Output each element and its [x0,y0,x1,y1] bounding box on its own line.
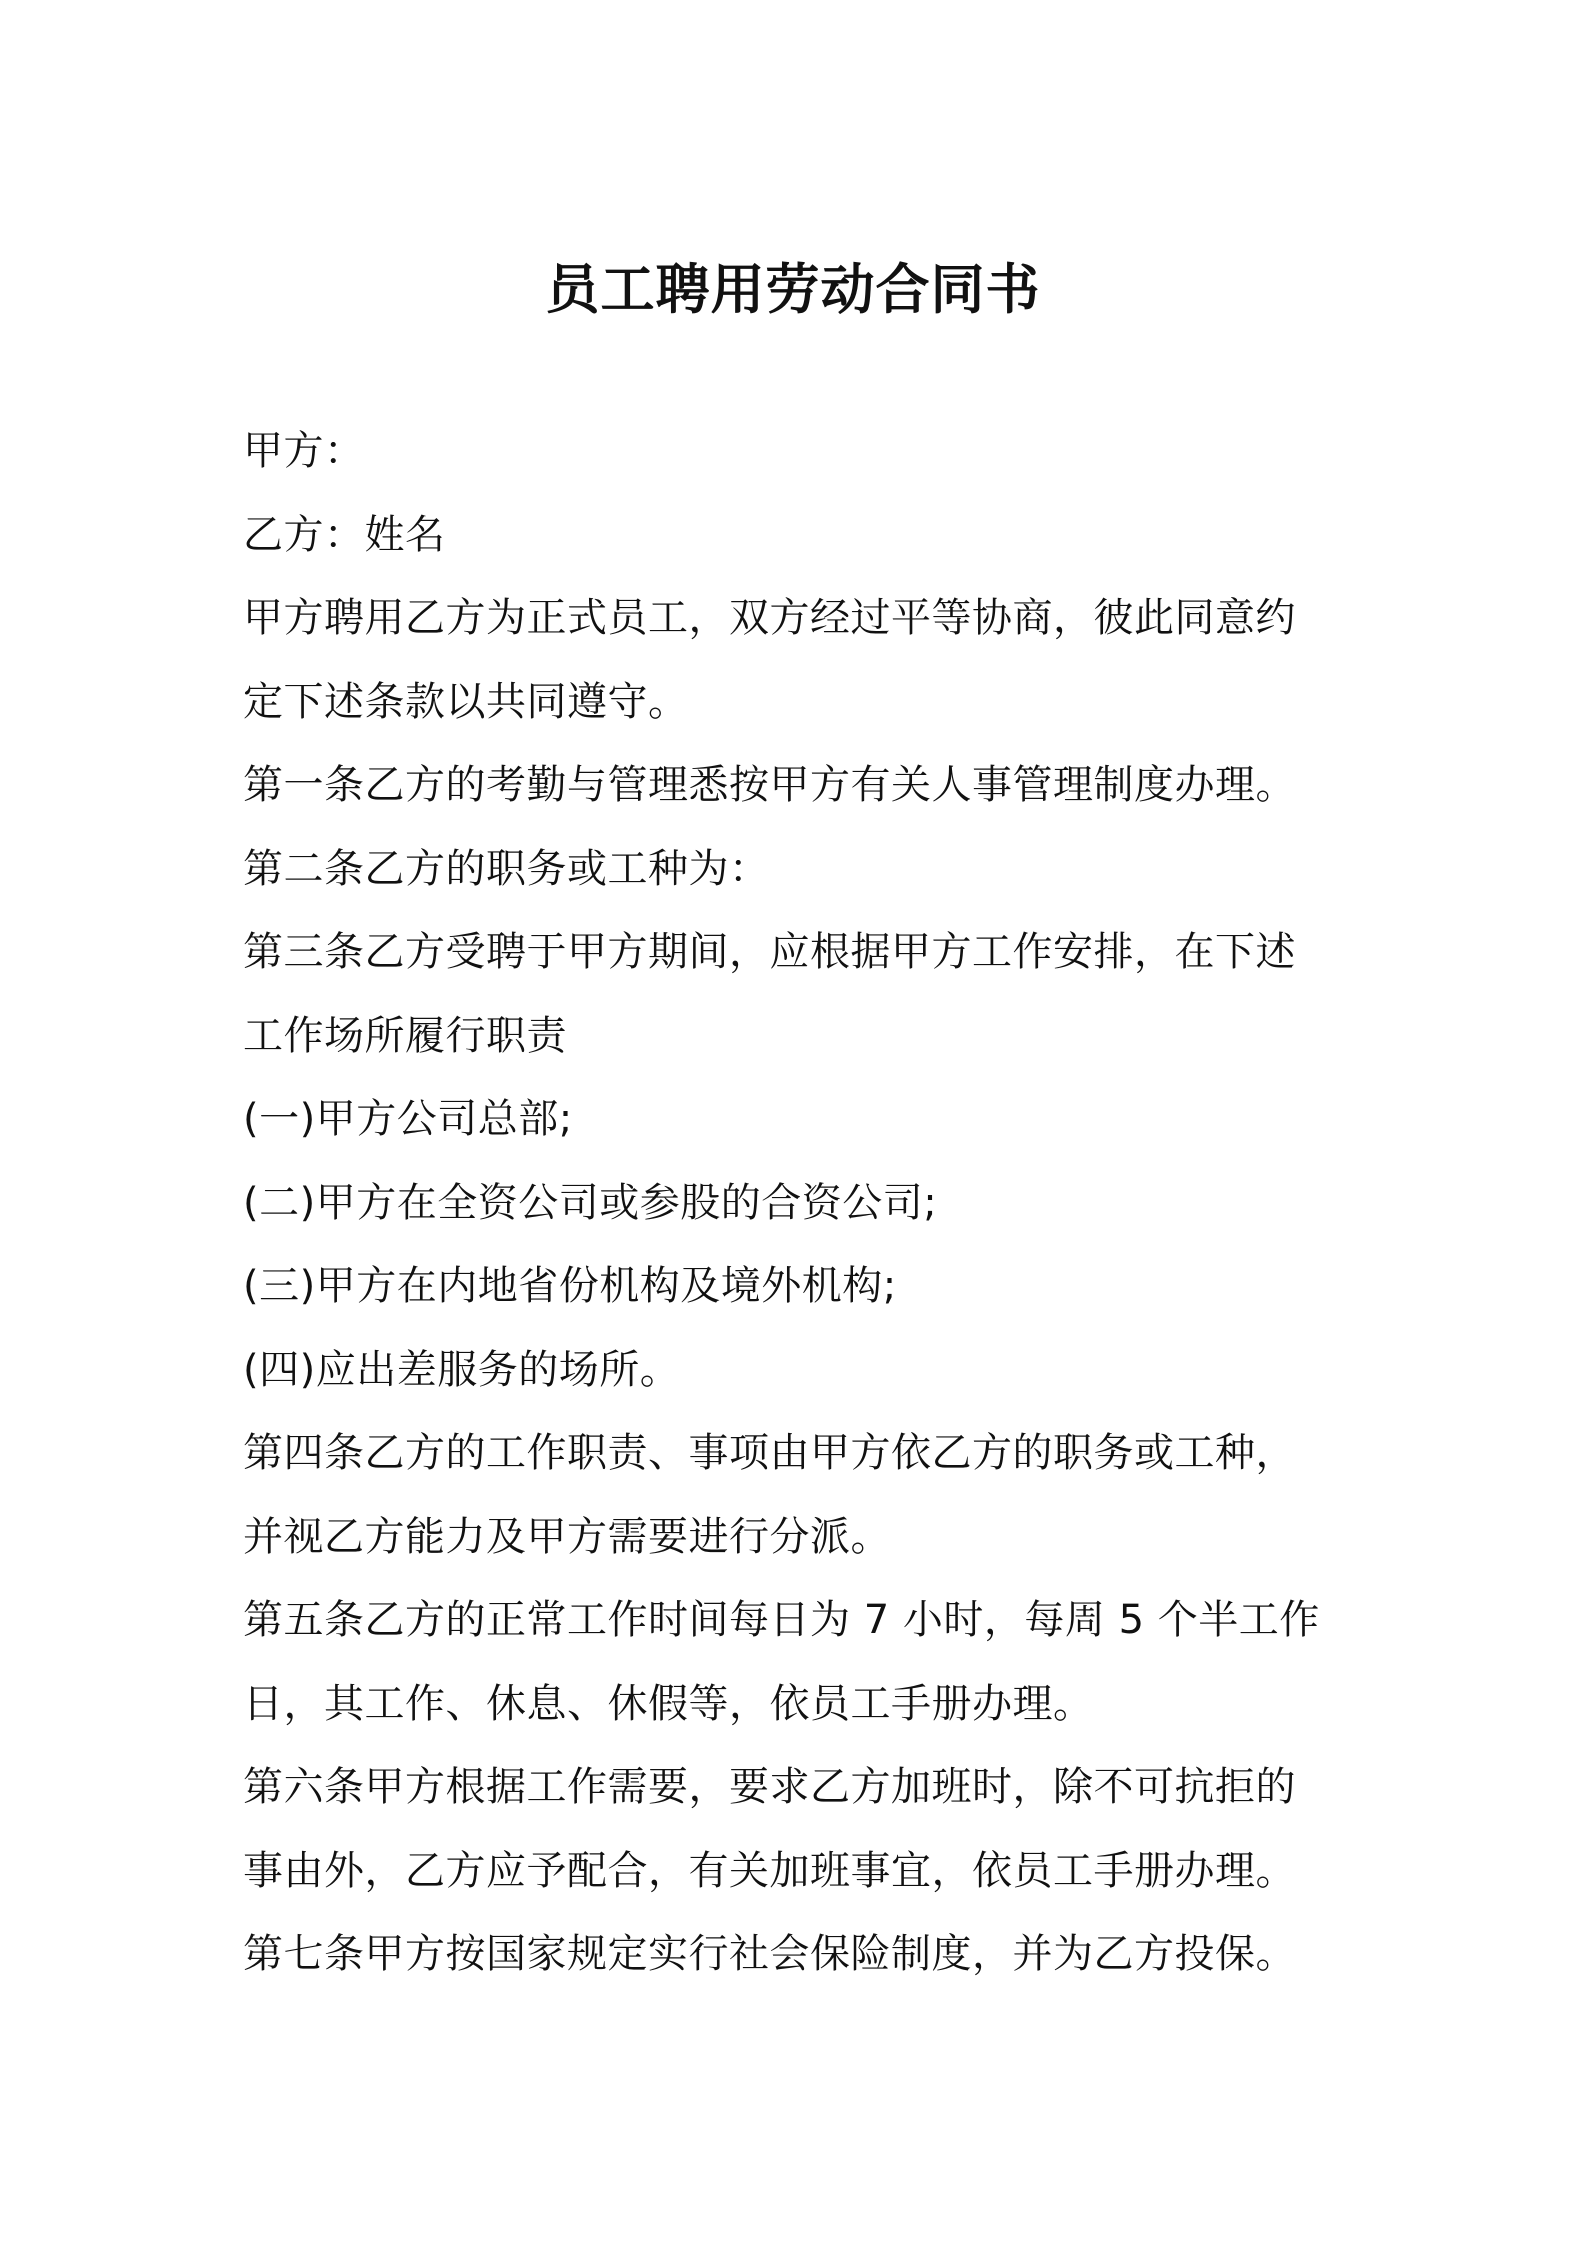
article-5-line: 日，其工作、休息、休假等，依员工手册办理。 [243,1680,1094,1727]
intro-line: 甲方聘用乙方为正式员工，双方经过平等协商，彼此同意约 [243,595,1296,641]
article-3-line: 第三条乙方受聘于甲方期间，应根据甲方工作安排，在下述 [243,929,1296,975]
workplace-item: (二)甲方在全资公司或参股的合资公司; [243,1179,938,1226]
workplace-item: (三)甲方在内地省份机构及境外机构; [243,1263,897,1309]
article-7-line: 第七条甲方按国家规定实行社会保险制度，并为乙方投保。 [243,1931,1296,1977]
article-5-line: 第五条乙方的正常工作时间每日为 7 小时，每周 5 个半工作 [243,1597,1320,1643]
article-4-line: 第四条乙方的工作职责、事项由甲方依乙方的职务或工种， [243,1430,1296,1476]
party-a-line: 甲方： [243,428,365,474]
article-4-line: 并视乙方能力及甲方需要进行分派。 [243,1513,891,1560]
article-1-line: 第一条乙方的考勤与管理悉按甲方有关人事管理制度办理。 [243,762,1296,808]
workplace-item: (一)甲方公司总部; [243,1096,573,1142]
contract-body [243,410,1363,1997]
intro-line: 定下述条款以共同遵守。 [243,678,689,725]
article-6-line: 事由外，乙方应予配合，有关加班事宜，依员工手册办理。 [243,1847,1296,1894]
workplace-item: (四)应出差服务的场所。 [243,1346,681,1393]
document-title: 员工聘用劳动合同书 [545,258,1041,321]
article-3-line: 工作场所履行职责 [243,1012,567,1059]
article-6-line: 第六条甲方根据工作需要，要求乙方加班时，除不可抗拒的 [243,1764,1296,1810]
article-2-line: 第二条乙方的职务或工种为： [243,845,770,892]
party-b-line: 乙方：姓名 [243,511,446,558]
